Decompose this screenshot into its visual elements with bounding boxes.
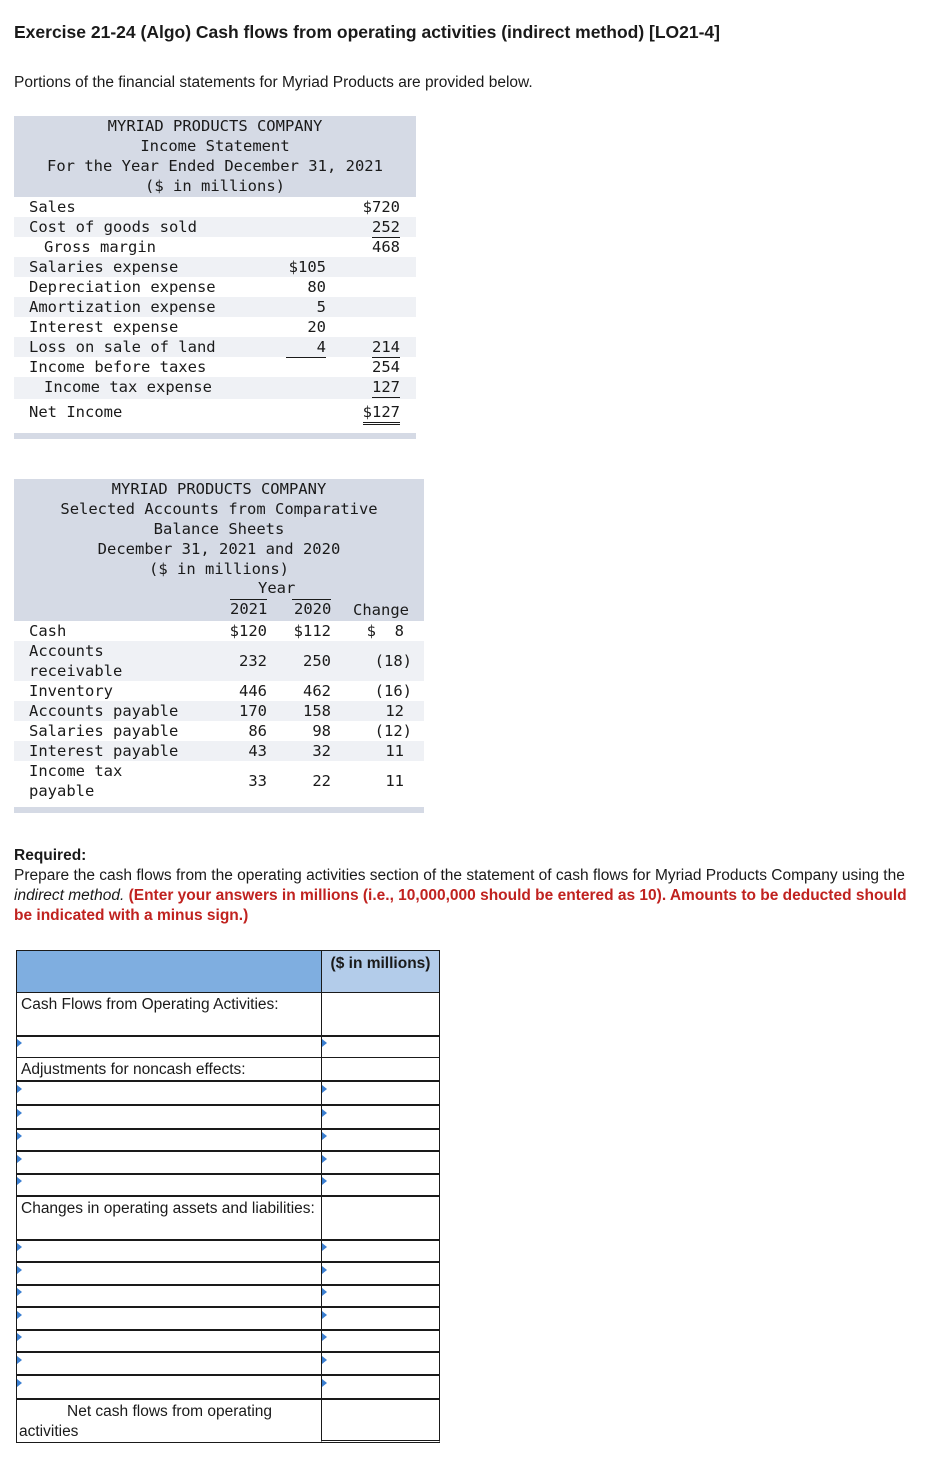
is-row-amortization bbox=[14, 297, 416, 317]
required-text bbox=[14, 866, 914, 926]
adjust-label-input-1[interactable] bbox=[16, 1081, 322, 1105]
bs-row-ap bbox=[14, 701, 424, 721]
cfo-amount-input-1[interactable] bbox=[321, 1036, 440, 1058]
cfo-label-input-1[interactable] bbox=[16, 1036, 322, 1058]
bs-2020: 98 bbox=[312, 722, 331, 740]
adjust-label-input-3[interactable] bbox=[16, 1129, 322, 1151]
is-label: Depreciation expense bbox=[29, 278, 216, 296]
is-row-tax bbox=[14, 377, 416, 399]
is-row-gross-margin bbox=[14, 237, 416, 257]
required-body: Prepare the cash flows from the operating activities section of the statement of cash flows for Myriad Products Company using the bbox=[14, 867, 905, 884]
changes-label-input-4[interactable] bbox=[16, 1307, 322, 1330]
intro-text: Portions of the financial statements for Myriad Products are provided below. bbox=[14, 74, 533, 91]
bs-row-cash bbox=[14, 621, 424, 641]
answer-header-blank bbox=[16, 950, 322, 993]
bs-change: 12 bbox=[385, 702, 404, 720]
section-adjust-blank bbox=[321, 1057, 440, 1081]
bs-2021: 43 bbox=[248, 742, 267, 760]
dropdown-marker-icon bbox=[322, 1311, 327, 1319]
column-header bbox=[14, 599, 424, 621]
changes-amount-input-2[interactable] bbox=[321, 1262, 440, 1285]
adjust-label-input-4[interactable] bbox=[16, 1151, 322, 1174]
year-header bbox=[14, 579, 424, 599]
balance-sheet-footer-bar bbox=[14, 807, 424, 813]
adjust-amount-input-2[interactable] bbox=[321, 1105, 440, 1129]
bs-2020: 158 bbox=[303, 702, 331, 720]
is-label: Gross margin bbox=[44, 238, 156, 256]
dropdown-marker-icon bbox=[322, 1379, 327, 1387]
changes-amount-input-4[interactable] bbox=[321, 1307, 440, 1330]
bs-label: Inventory bbox=[29, 682, 113, 700]
bs-2021: 33 bbox=[248, 772, 267, 790]
bs-2020: 250 bbox=[303, 652, 331, 670]
changes-amount-input-6[interactable] bbox=[321, 1352, 440, 1375]
bs-row-income-tax-payable bbox=[14, 761, 424, 801]
statement-title-2: Balance Sheets bbox=[153, 520, 285, 538]
company-name: MYRIAD PRODUCTS COMPANY bbox=[107, 117, 323, 135]
is-value: 214 bbox=[372, 338, 400, 356]
bs-2021: 446 bbox=[239, 682, 267, 700]
income-statement-header bbox=[14, 116, 416, 197]
year-label: Year bbox=[258, 579, 296, 597]
adjust-label-input-2[interactable] bbox=[16, 1105, 322, 1129]
dropdown-marker-icon bbox=[322, 1039, 327, 1047]
net-label-line-1: Net cash flows from operating bbox=[67, 1403, 273, 1420]
is-row-interest bbox=[14, 317, 416, 337]
adjust-label-input-5[interactable] bbox=[16, 1174, 322, 1196]
is-value: 20 bbox=[307, 318, 326, 336]
company-name: MYRIAD PRODUCTS COMPANY bbox=[111, 480, 327, 498]
is-row-income-before-taxes bbox=[14, 357, 416, 377]
dropdown-marker-icon bbox=[17, 1356, 22, 1364]
balance-sheet bbox=[14, 479, 424, 813]
bs-2021: 232 bbox=[239, 652, 267, 670]
section-cfo-label: Cash Flows from Operating Activities: bbox=[16, 992, 322, 1036]
dropdown-marker-icon bbox=[17, 1039, 22, 1047]
changes-label-input-6[interactable] bbox=[16, 1352, 322, 1375]
bs-2021: $120 bbox=[229, 622, 267, 640]
net-cash-flows-input[interactable] bbox=[321, 1399, 440, 1443]
bs-label: Interest payable bbox=[29, 742, 179, 760]
dropdown-marker-icon bbox=[322, 1288, 327, 1296]
dropdown-marker-icon bbox=[17, 1155, 22, 1163]
bs-label: Income tax payable bbox=[29, 762, 123, 800]
is-label: Loss on sale of land bbox=[29, 338, 216, 356]
changes-label-input-7[interactable] bbox=[16, 1375, 322, 1399]
bs-row-inventory bbox=[14, 681, 424, 701]
statement-title: Income Statement bbox=[140, 137, 290, 155]
bs-change: $ 8 bbox=[366, 622, 404, 640]
dropdown-marker-icon bbox=[17, 1266, 22, 1274]
bs-2021: 86 bbox=[248, 722, 267, 740]
is-label: Cost of goods sold bbox=[29, 218, 197, 236]
net-cash-flows-label bbox=[16, 1399, 322, 1443]
bs-label: Accounts payable bbox=[29, 702, 179, 720]
net-label-line-2: activities bbox=[19, 1423, 79, 1440]
bs-change: (12) bbox=[374, 722, 412, 740]
changes-amount-input-3[interactable] bbox=[321, 1285, 440, 1307]
bs-2020: 462 bbox=[303, 682, 331, 700]
exercise-title: Exercise 21-24 (Algo) Cash flows from operating activities (indirect method) [LO21-4] bbox=[14, 22, 720, 42]
dropdown-marker-icon bbox=[322, 1333, 327, 1341]
is-label: Salaries expense bbox=[29, 258, 179, 276]
balance-sheet-header bbox=[14, 479, 424, 579]
dropdown-marker-icon bbox=[17, 1177, 22, 1185]
bs-2021: 170 bbox=[239, 702, 267, 720]
dropdown-marker-icon bbox=[17, 1109, 22, 1117]
is-value: 252 bbox=[372, 218, 400, 236]
dropdown-marker-icon bbox=[322, 1356, 327, 1364]
is-label: Net Income bbox=[29, 403, 123, 421]
required-method: indirect method. bbox=[14, 887, 125, 904]
bs-change: (18) bbox=[374, 652, 412, 670]
is-value: 254 bbox=[372, 358, 400, 376]
bs-row-salaries-payable bbox=[14, 721, 424, 741]
dropdown-marker-icon bbox=[17, 1311, 22, 1319]
bs-label: Salaries payable bbox=[29, 722, 179, 740]
dropdown-marker-icon bbox=[322, 1132, 327, 1140]
bs-label: Accounts receivable bbox=[29, 642, 123, 680]
dropdown-marker-icon bbox=[17, 1243, 22, 1251]
changes-label-input-1[interactable] bbox=[16, 1240, 322, 1262]
answer-column-header: ($ in millions) bbox=[321, 950, 440, 993]
section-adjust-label: Adjustments for noncash effects: bbox=[16, 1057, 322, 1081]
answer-table bbox=[16, 950, 440, 1444]
adjust-amount-input-5[interactable] bbox=[321, 1174, 440, 1196]
is-value: $127 bbox=[363, 402, 400, 425]
adjust-amount-input-4[interactable] bbox=[321, 1151, 440, 1174]
changes-amount-input-7[interactable] bbox=[321, 1375, 440, 1399]
bs-row-ar bbox=[14, 641, 424, 681]
section-changes-blank bbox=[321, 1196, 440, 1240]
dropdown-marker-icon bbox=[322, 1155, 327, 1163]
statement-period: For the Year Ended December 31, 2021 bbox=[47, 157, 383, 175]
is-row-net-income bbox=[14, 399, 416, 425]
dropdown-marker-icon bbox=[17, 1333, 22, 1341]
bs-2020: $112 bbox=[293, 622, 331, 640]
required-section bbox=[14, 846, 914, 926]
statement-units: ($ in millions) bbox=[145, 177, 285, 195]
is-row-cogs bbox=[14, 217, 416, 237]
required-instruction: (Enter your answers in millions (i.e., 10,000,000 should be entered as 10). Amounts to be deducted should be indicated with a minus sign.) bbox=[14, 887, 907, 924]
bs-row-interest-payable bbox=[14, 741, 424, 761]
is-label: Income before taxes bbox=[29, 358, 207, 376]
bs-2020: 32 bbox=[312, 742, 331, 760]
dropdown-marker-icon bbox=[17, 1379, 22, 1387]
changes-label-input-3[interactable] bbox=[16, 1285, 322, 1307]
is-value: $105 bbox=[288, 258, 326, 276]
bs-2020: 22 bbox=[312, 772, 331, 790]
is-label: Amortization expense bbox=[29, 298, 216, 316]
col-2020: 2020 bbox=[294, 600, 332, 618]
dropdown-marker-icon bbox=[322, 1266, 327, 1274]
bs-label: Cash bbox=[29, 622, 67, 640]
is-value: 5 bbox=[316, 298, 326, 316]
col-2021: 2021 bbox=[230, 600, 268, 618]
changes-label-input-2[interactable] bbox=[16, 1262, 322, 1285]
adjust-amount-input-1[interactable] bbox=[321, 1081, 440, 1105]
is-label: Interest expense bbox=[29, 318, 179, 336]
dropdown-marker-icon bbox=[322, 1109, 327, 1117]
is-value: 127 bbox=[372, 378, 400, 396]
changes-label-input-5[interactable] bbox=[16, 1330, 322, 1352]
is-row-loss-land bbox=[14, 337, 416, 357]
required-heading: Required: bbox=[14, 847, 87, 864]
is-value: 80 bbox=[307, 278, 326, 296]
dropdown-marker-icon bbox=[322, 1085, 327, 1093]
dropdown-marker-icon bbox=[17, 1085, 22, 1093]
changes-amount-input-5[interactable] bbox=[321, 1330, 440, 1352]
bs-change: 11 bbox=[385, 742, 404, 760]
statement-units: ($ in millions) bbox=[149, 560, 289, 578]
is-value: $720 bbox=[362, 198, 400, 216]
dropdown-marker-icon bbox=[17, 1288, 22, 1296]
income-statement-footer-bar bbox=[14, 433, 416, 439]
is-label: Income tax expense bbox=[44, 378, 212, 396]
statement-title: Selected Accounts from Comparative bbox=[60, 500, 378, 518]
section-cfo-blank bbox=[321, 992, 440, 1036]
is-label: Sales bbox=[29, 198, 76, 216]
income-statement bbox=[14, 116, 416, 439]
is-row-salaries bbox=[14, 257, 416, 277]
dropdown-marker-icon bbox=[322, 1243, 327, 1251]
changes-amount-input-1[interactable] bbox=[321, 1240, 440, 1262]
is-value: 468 bbox=[372, 238, 400, 256]
dropdown-marker-icon bbox=[17, 1132, 22, 1140]
adjust-amount-input-3[interactable] bbox=[321, 1129, 440, 1151]
section-changes-label: Changes in operating assets and liabilities: bbox=[16, 1196, 322, 1240]
is-row-sales bbox=[14, 197, 416, 217]
is-value: 4 bbox=[286, 337, 326, 358]
dropdown-marker-icon bbox=[322, 1177, 327, 1185]
statement-date: December 31, 2021 and 2020 bbox=[97, 540, 341, 558]
bs-change: 11 bbox=[385, 772, 404, 790]
is-row-depreciation bbox=[14, 277, 416, 297]
bs-change: (16) bbox=[374, 682, 412, 700]
col-change: Change bbox=[353, 601, 409, 619]
